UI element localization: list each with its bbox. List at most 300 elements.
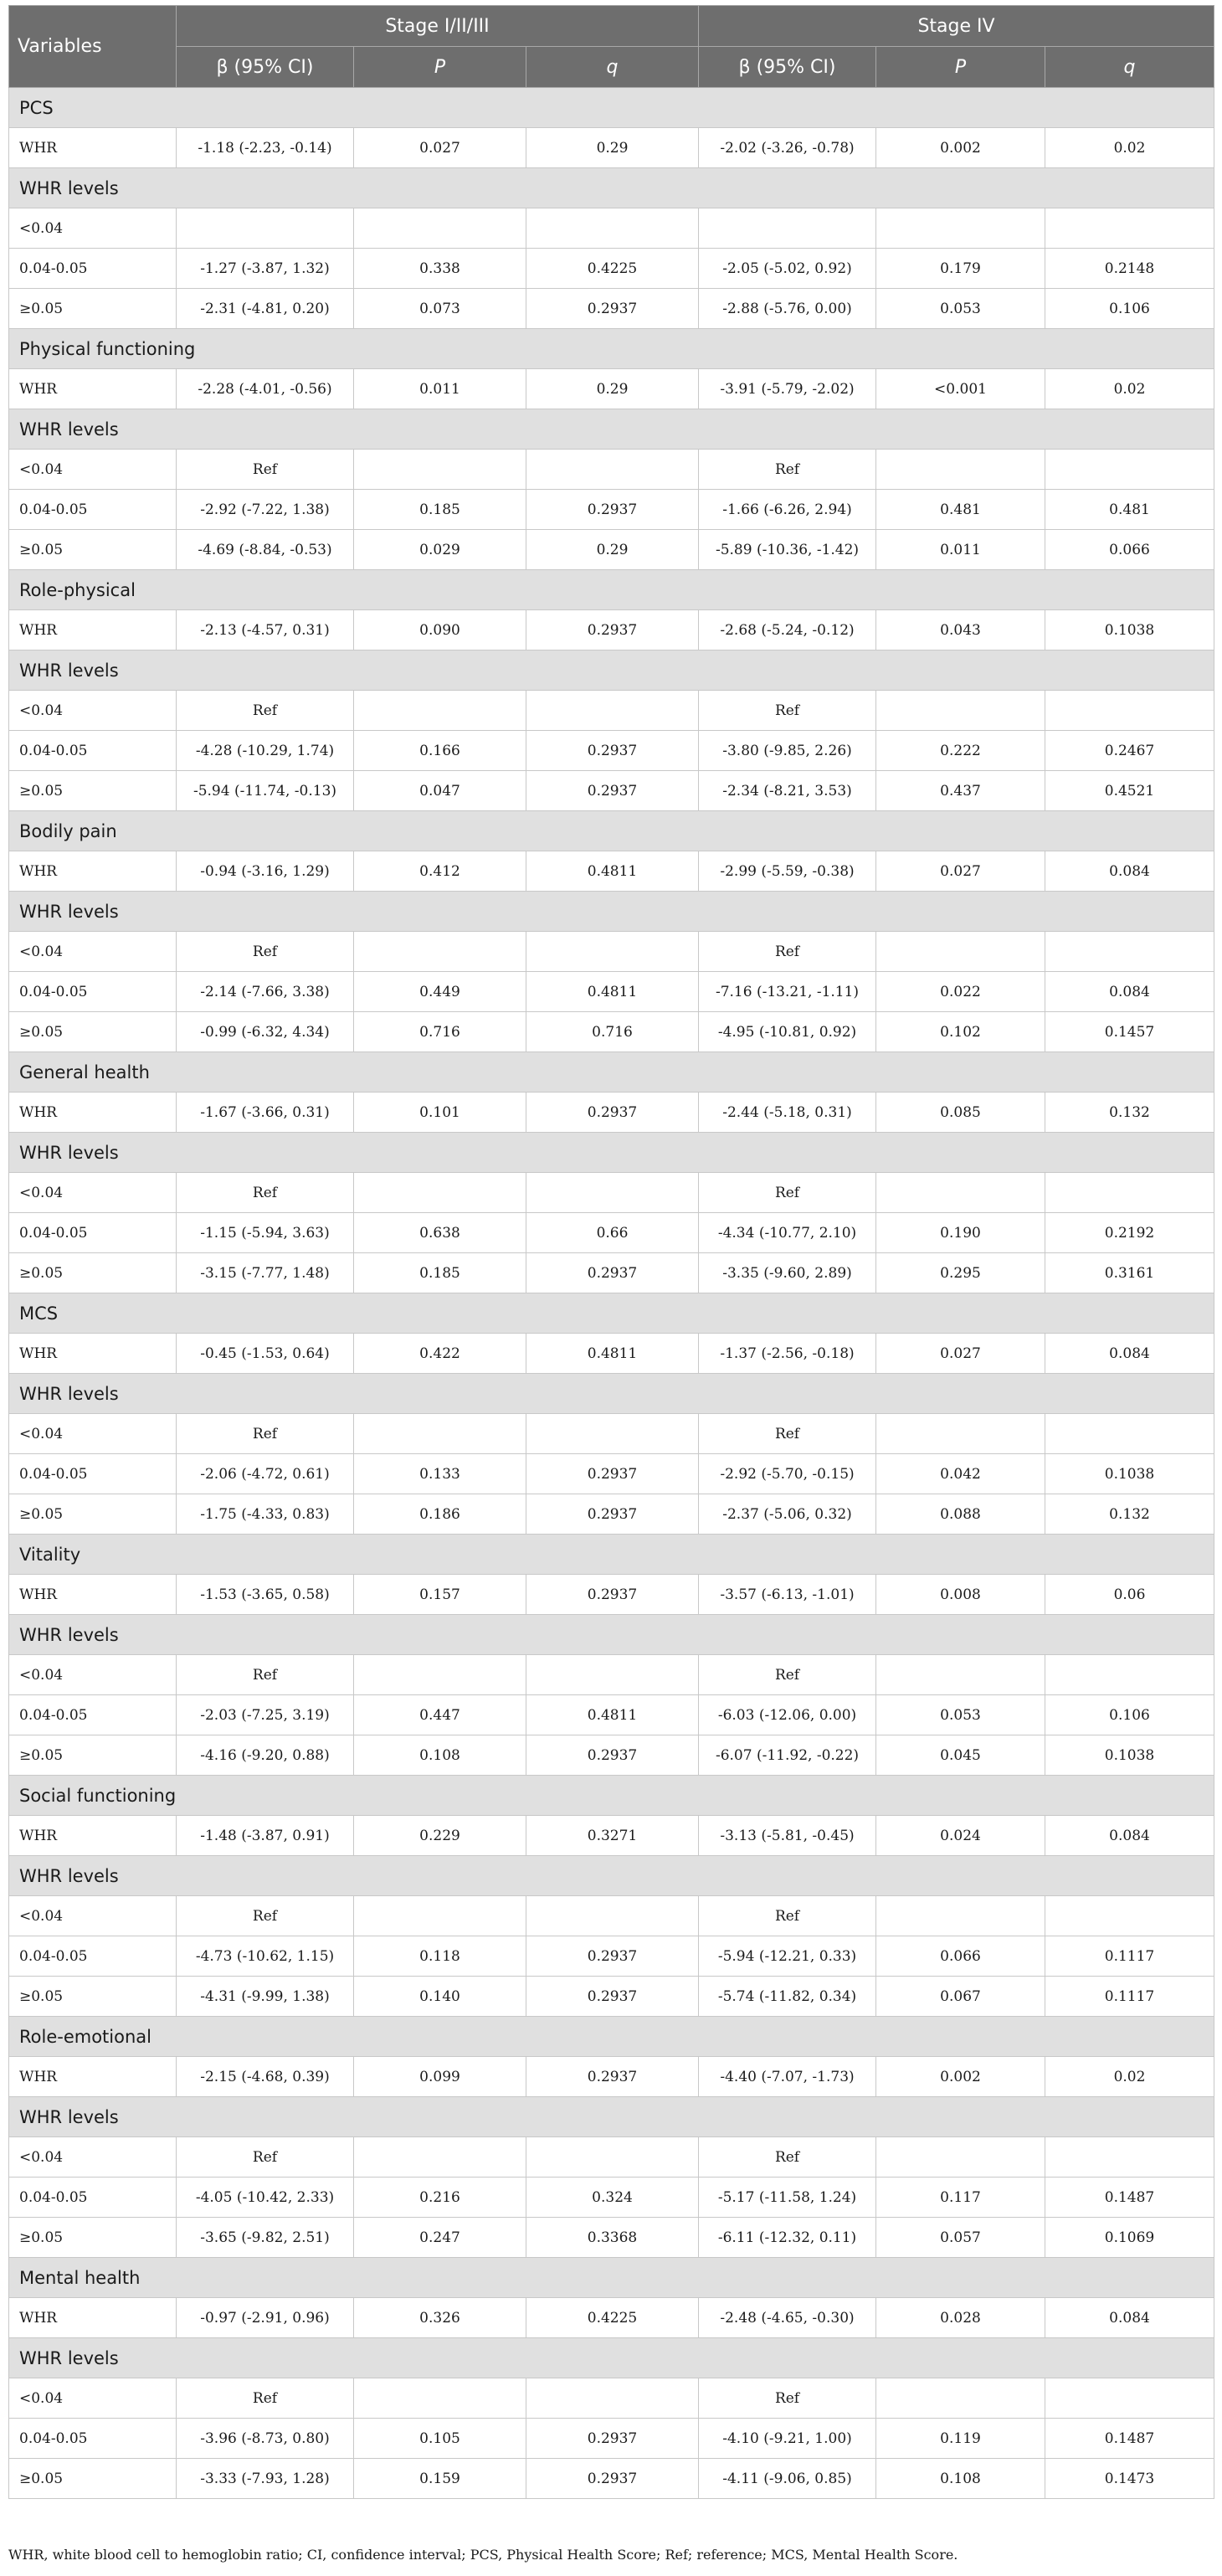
section-row: [9, 1535, 1214, 1575]
table-cell: -4.05 (-10.42, 2.33): [177, 2178, 354, 2218]
table-cell: -1.67 (-3.66, 0.31): [177, 1093, 354, 1133]
table-cell: -5.94 (-12.21, 0.33): [699, 1936, 876, 1977]
section-label: WHR levels: [9, 1374, 1214, 1414]
table-cell: 0.029: [354, 530, 526, 570]
section-label: WHR levels: [9, 1856, 1214, 1896]
table-cell: 0.066: [1045, 530, 1214, 570]
table-cell: 0.053: [876, 1695, 1045, 1735]
table-cell: -4.16 (-9.20, 0.88): [177, 1735, 354, 1776]
table-cell: 0.2937: [526, 771, 699, 811]
row-label: WHR: [9, 1093, 177, 1133]
table-cell: 0.090: [354, 610, 526, 650]
table-cell: -6.11 (-12.32, 0.11): [699, 2218, 876, 2258]
table-cell: 0.3271: [526, 1816, 699, 1856]
table-cell: 0.073: [354, 289, 526, 329]
row-label: 0.04-0.05: [9, 731, 177, 771]
section-row: [9, 1374, 1214, 1414]
table-row: [9, 2137, 1214, 2178]
table-cell: Ref: [699, 2378, 876, 2419]
table-cell: [526, 1655, 699, 1695]
table-cell: 0.133: [354, 1454, 526, 1494]
table-cell: [876, 2137, 1045, 2178]
section-label: Social functioning: [9, 1776, 1214, 1816]
table-cell: 0.3161: [1045, 1253, 1214, 1293]
table-cell: [526, 691, 699, 731]
table-cell: 0.2937: [526, 289, 699, 329]
table-cell: Ref: [699, 1173, 876, 1213]
table-cell: -2.48 (-4.65, -0.30): [699, 2298, 876, 2338]
table-cell: -2.99 (-5.59, -0.38): [699, 851, 876, 892]
table-row: [9, 1494, 1214, 1535]
table-cell: -3.35 (-9.60, 2.89): [699, 1253, 876, 1293]
table-cell: Ref: [177, 691, 354, 731]
table-cell: -4.28 (-10.29, 1.74): [177, 731, 354, 771]
section-label: Role-emotional: [9, 2017, 1214, 2057]
table-cell: -0.99 (-6.32, 4.34): [177, 1012, 354, 1052]
row-label: ≥0.05: [9, 1494, 177, 1535]
table-cell: 0.008: [876, 1575, 1045, 1615]
table-cell: 0.132: [1045, 1494, 1214, 1535]
row-label: ≥0.05: [9, 1977, 177, 2017]
table-cell: 0.027: [876, 851, 1045, 892]
table-row: [9, 1977, 1214, 2017]
section-label: General health: [9, 1052, 1214, 1093]
table-cell: [876, 208, 1045, 249]
table-cell: 0.338: [354, 249, 526, 289]
section-label: PCS: [9, 88, 1214, 128]
table-cell: 0.101: [354, 1093, 526, 1133]
table-row: [9, 289, 1214, 329]
table-row: [9, 1655, 1214, 1695]
table-cell: 0.042: [876, 1454, 1045, 1494]
row-label: 0.04-0.05: [9, 249, 177, 289]
table-cell: [354, 1896, 526, 1936]
table-cell: 0.099: [354, 2057, 526, 2097]
row-label: WHR: [9, 1816, 177, 1856]
table-cell: 0.084: [1045, 1334, 1214, 1374]
section-row: [9, 1856, 1214, 1896]
table-cell: 0.29: [526, 369, 699, 409]
table-cell: Ref: [699, 1896, 876, 1936]
table-cell: 0.132: [1045, 1093, 1214, 1133]
section-row: [9, 2258, 1214, 2298]
table-cell: 0.222: [876, 731, 1045, 771]
table-row: [9, 1454, 1214, 1494]
table-cell: -6.07 (-11.92, -0.22): [699, 1735, 876, 1776]
table-cell: -5.74 (-11.82, 0.34): [699, 1977, 876, 2017]
table-row: [9, 610, 1214, 650]
table-cell: 0.1487: [1045, 2419, 1214, 2459]
section-row: [9, 1293, 1214, 1334]
section-row: [9, 409, 1214, 450]
table-cell: Ref: [177, 2137, 354, 2178]
table-cell: 0.1069: [1045, 2218, 1214, 2258]
table-cell: Ref: [177, 450, 354, 490]
table-cell: 0.4811: [526, 972, 699, 1012]
table-cell: 0.1038: [1045, 1735, 1214, 1776]
table-cell: 0.028: [876, 2298, 1045, 2338]
table-cell: [177, 208, 354, 249]
table-cell: -6.03 (-12.06, 0.00): [699, 1695, 876, 1735]
table-row: [9, 1414, 1214, 1454]
table-cell: 0.011: [876, 530, 1045, 570]
table-cell: [354, 450, 526, 490]
table-cell: -3.96 (-8.73, 0.80): [177, 2419, 354, 2459]
table-cell: [526, 450, 699, 490]
table-cell: [526, 2137, 699, 2178]
table-cell: [876, 1173, 1045, 1213]
header-q-2: q: [1045, 47, 1214, 88]
table-cell: 0.106: [1045, 1695, 1214, 1735]
table-cell: -4.10 (-9.21, 1.00): [699, 2419, 876, 2459]
section-row: [9, 1133, 1214, 1173]
table-cell: -4.95 (-10.81, 0.92): [699, 1012, 876, 1052]
table-row: [9, 128, 1214, 168]
table-cell: 0.047: [354, 771, 526, 811]
table-cell: 0.481: [1045, 490, 1214, 530]
table-cell: 0.045: [876, 1735, 1045, 1776]
row-label: ≥0.05: [9, 2218, 177, 2258]
table-cell: [354, 208, 526, 249]
table-cell: -5.17 (-11.58, 1.24): [699, 2178, 876, 2218]
row-label: WHR: [9, 610, 177, 650]
table-cell: 0.084: [1045, 1816, 1214, 1856]
table-cell: [876, 1896, 1045, 1936]
table-cell: 0.024: [876, 1816, 1045, 1856]
table-cell: 0.638: [354, 1213, 526, 1253]
table-row: [9, 771, 1214, 811]
table-cell: 0.088: [876, 1494, 1045, 1535]
row-label: <0.04: [9, 691, 177, 731]
header-stage-iv: Stage IV: [699, 6, 1214, 47]
row-label: WHR: [9, 369, 177, 409]
table-row: [9, 1936, 1214, 1977]
table-row: [9, 208, 1214, 249]
table-cell: [1045, 1655, 1214, 1695]
table-cell: [876, 450, 1045, 490]
table-row: [9, 1093, 1214, 1133]
table-cell: 0.2937: [526, 1454, 699, 1494]
table-row: [9, 1213, 1214, 1253]
table-cell: Ref: [177, 1655, 354, 1695]
table-cell: 0.3368: [526, 2218, 699, 2258]
row-label: WHR: [9, 2298, 177, 2338]
table-cell: 0.185: [354, 490, 526, 530]
table-cell: 0.66: [526, 1213, 699, 1253]
table-cell: -4.11 (-9.06, 0.85): [699, 2459, 876, 2499]
row-label: 0.04-0.05: [9, 1213, 177, 1253]
table-cell: 0.2937: [526, 1253, 699, 1293]
table-cell: 0.716: [526, 1012, 699, 1052]
table-cell: 0.247: [354, 2218, 526, 2258]
row-label: ≥0.05: [9, 1012, 177, 1052]
table-row: [9, 1735, 1214, 1776]
table-cell: 0.4225: [526, 2298, 699, 2338]
table-cell: 0.326: [354, 2298, 526, 2338]
table-row: [9, 1575, 1214, 1615]
results-table: [8, 5, 1214, 2499]
table-cell: [354, 1414, 526, 1454]
section-row: [9, 1776, 1214, 1816]
header-beta-1: β (95% CI): [177, 47, 354, 88]
table-cell: 0.2937: [526, 1936, 699, 1977]
table-cell: -1.18 (-2.23, -0.14): [177, 128, 354, 168]
table-cell: -0.94 (-3.16, 1.29): [177, 851, 354, 892]
table-cell: -5.89 (-10.36, -1.42): [699, 530, 876, 570]
section-row: [9, 2097, 1214, 2137]
table-cell: Ref: [699, 691, 876, 731]
row-label: 0.04-0.05: [9, 490, 177, 530]
table-cell: -2.03 (-7.25, 3.19): [177, 1695, 354, 1735]
table-row: [9, 1695, 1214, 1735]
table-cell: -4.34 (-10.77, 2.10): [699, 1213, 876, 1253]
table-cell: 0.4811: [526, 851, 699, 892]
table-cell: [1045, 208, 1214, 249]
section-label: Bodily pain: [9, 811, 1214, 851]
table-cell: 0.4225: [526, 249, 699, 289]
table-row: [9, 1334, 1214, 1374]
row-label: <0.04: [9, 1414, 177, 1454]
table-cell: 0.190: [876, 1213, 1045, 1253]
table-cell: -1.66 (-6.26, 2.94): [699, 490, 876, 530]
table-cell: 0.1473: [1045, 2459, 1214, 2499]
table-cell: [354, 691, 526, 731]
row-label: WHR: [9, 1334, 177, 1374]
table-cell: -3.33 (-7.93, 1.28): [177, 2459, 354, 2499]
table-cell: -3.80 (-9.85, 2.26): [699, 731, 876, 771]
table-cell: [876, 2378, 1045, 2419]
table-footnote: WHR, white blood cell to hemoglobin ratio; CI, confidence interval; PCS, Physical Health Score; Ref; reference; MCS, Mental Health Score.: [8, 2547, 958, 2563]
section-label: Vitality: [9, 1535, 1214, 1575]
table-cell: -2.88 (-5.76, 0.00): [699, 289, 876, 329]
table-cell: -4.73 (-10.62, 1.15): [177, 1936, 354, 1977]
table-cell: -2.92 (-5.70, -0.15): [699, 1454, 876, 1494]
table-cell: [526, 932, 699, 972]
table-cell: 0.084: [1045, 851, 1214, 892]
row-label: <0.04: [9, 1896, 177, 1936]
table-cell: [526, 1896, 699, 1936]
table-cell: 0.011: [354, 369, 526, 409]
table-cell: 0.2937: [526, 610, 699, 650]
table-cell: 0.229: [354, 1816, 526, 1856]
section-row: [9, 329, 1214, 369]
section-label: WHR levels: [9, 168, 1214, 208]
table-cell: 0.179: [876, 249, 1045, 289]
table-cell: [1045, 2137, 1214, 2178]
table-row: [9, 1253, 1214, 1293]
table-cell: -2.31 (-4.81, 0.20): [177, 289, 354, 329]
table-cell: [526, 208, 699, 249]
table-cell: 0.437: [876, 771, 1045, 811]
table-cell: 0.481: [876, 490, 1045, 530]
header-p-1: P: [354, 47, 526, 88]
table-row: [9, 2459, 1214, 2499]
table-cell: 0.118: [354, 1936, 526, 1977]
table-cell: -2.02 (-3.26, -0.78): [699, 128, 876, 168]
table-cell: [1045, 932, 1214, 972]
table-cell: [1045, 1173, 1214, 1213]
section-row: [9, 570, 1214, 610]
table-row: [9, 450, 1214, 490]
row-label: ≥0.05: [9, 1735, 177, 1776]
table-row: [9, 2419, 1214, 2459]
section-row: [9, 88, 1214, 128]
table-cell: 0.043: [876, 610, 1045, 650]
table-cell: 0.4811: [526, 1695, 699, 1735]
table-cell: -4.31 (-9.99, 1.38): [177, 1977, 354, 2017]
table-cell: 0.2937: [526, 1735, 699, 1776]
table-cell: 0.2937: [526, 1575, 699, 1615]
section-row: [9, 650, 1214, 691]
table-cell: 0.216: [354, 2178, 526, 2218]
table-cell: -2.14 (-7.66, 3.38): [177, 972, 354, 1012]
table-cell: 0.324: [526, 2178, 699, 2218]
row-label: <0.04: [9, 932, 177, 972]
table-header: [9, 6, 1214, 88]
table-row: [9, 369, 1214, 409]
table-cell: 0.117: [876, 2178, 1045, 2218]
section-label: Physical functioning: [9, 329, 1214, 369]
row-label: 0.04-0.05: [9, 2419, 177, 2459]
table-cell: 0.084: [1045, 2298, 1214, 2338]
header-variables: Variables: [9, 6, 177, 88]
table-cell: 0.1457: [1045, 1012, 1214, 1052]
table-cell: [699, 208, 876, 249]
section-label: Mental health: [9, 2258, 1214, 2298]
table-cell: -3.13 (-5.81, -0.45): [699, 1816, 876, 1856]
table-cell: 0.2937: [526, 2459, 699, 2499]
table-cell: [1045, 691, 1214, 731]
table-cell: -1.37 (-2.56, -0.18): [699, 1334, 876, 1374]
table-cell: -3.57 (-6.13, -1.01): [699, 1575, 876, 1615]
table-cell: 0.716: [354, 1012, 526, 1052]
table-cell: -2.15 (-4.68, 0.39): [177, 2057, 354, 2097]
table-cell: -4.69 (-8.84, -0.53): [177, 530, 354, 570]
table-cell: [354, 1173, 526, 1213]
table-cell: Ref: [699, 2137, 876, 2178]
table-cell: [876, 691, 1045, 731]
table-cell: [876, 1655, 1045, 1695]
table-cell: -3.91 (-5.79, -2.02): [699, 369, 876, 409]
table-row: [9, 2218, 1214, 2258]
table-cell: 0.2937: [526, 2419, 699, 2459]
table-cell: 0.1487: [1045, 2178, 1214, 2218]
table-cell: 0.295: [876, 1253, 1045, 1293]
row-label: WHR: [9, 2057, 177, 2097]
row-label: <0.04: [9, 1655, 177, 1695]
table-cell: -3.65 (-9.82, 2.51): [177, 2218, 354, 2258]
row-label: 0.04-0.05: [9, 1936, 177, 1977]
table-cell: -4.40 (-7.07, -1.73): [699, 2057, 876, 2097]
table-cell: 0.2937: [526, 1977, 699, 2017]
row-label: <0.04: [9, 450, 177, 490]
table-cell: 0.449: [354, 972, 526, 1012]
table-cell: 0.412: [354, 851, 526, 892]
table-row: [9, 1816, 1214, 1856]
table-cell: -3.15 (-7.77, 1.48): [177, 1253, 354, 1293]
row-label: 0.04-0.05: [9, 1454, 177, 1494]
table-cell: 0.1038: [1045, 610, 1214, 650]
table-cell: -2.06 (-4.72, 0.61): [177, 1454, 354, 1494]
table-cell: 0.29: [526, 128, 699, 168]
table-cell: 0.166: [354, 731, 526, 771]
section-label: Role-physical: [9, 570, 1214, 610]
section-label: WHR levels: [9, 1133, 1214, 1173]
table-row: [9, 1173, 1214, 1213]
section-label: WHR levels: [9, 2097, 1214, 2137]
table-cell: [876, 1414, 1045, 1454]
table-cell: 0.2192: [1045, 1213, 1214, 1253]
table-cell: 0.157: [354, 1575, 526, 1615]
row-label: <0.04: [9, 2378, 177, 2419]
table-cell: -2.44 (-5.18, 0.31): [699, 1093, 876, 1133]
table-row: [9, 2378, 1214, 2419]
row-label: ≥0.05: [9, 1253, 177, 1293]
table-row: [9, 851, 1214, 892]
table-row: [9, 530, 1214, 570]
table-cell: 0.2937: [526, 731, 699, 771]
table-cell: 0.027: [876, 1334, 1045, 1374]
table-cell: -2.92 (-7.22, 1.38): [177, 490, 354, 530]
row-label: <0.04: [9, 1173, 177, 1213]
table-cell: 0.159: [354, 2459, 526, 2499]
section-row: [9, 2017, 1214, 2057]
row-label: ≥0.05: [9, 289, 177, 329]
table-row: [9, 1012, 1214, 1052]
row-label: ≥0.05: [9, 2459, 177, 2499]
table-cell: -2.34 (-8.21, 3.53): [699, 771, 876, 811]
row-label: ≥0.05: [9, 530, 177, 570]
section-label: WHR levels: [9, 2338, 1214, 2378]
table-cell: 0.1117: [1045, 1936, 1214, 1977]
row-label: <0.04: [9, 2137, 177, 2178]
table-cell: [526, 1173, 699, 1213]
section-row: [9, 892, 1214, 932]
table-cell: [526, 2378, 699, 2419]
section-row: [9, 1052, 1214, 1093]
section-label: MCS: [9, 1293, 1214, 1334]
table-cell: [354, 2378, 526, 2419]
table-cell: [354, 932, 526, 972]
table-cell: 0.1117: [1045, 1977, 1214, 2017]
table-cell: Ref: [699, 1414, 876, 1454]
table-cell: 0.4521: [1045, 771, 1214, 811]
section-label: WHR levels: [9, 892, 1214, 932]
table-cell: Ref: [177, 932, 354, 972]
row-label: WHR: [9, 1575, 177, 1615]
table-row: [9, 691, 1214, 731]
table-cell: 0.002: [876, 128, 1045, 168]
table-cell: 0.185: [354, 1253, 526, 1293]
header-beta-2: β (95% CI): [699, 47, 876, 88]
row-label: <0.04: [9, 208, 177, 249]
table-cell: 0.085: [876, 1093, 1045, 1133]
table-cell: 0.2937: [526, 1494, 699, 1535]
table-cell: -1.27 (-3.87, 1.32): [177, 249, 354, 289]
table-row: [9, 2298, 1214, 2338]
table-cell: 0.2937: [526, 2057, 699, 2097]
table-cell: 0.067: [876, 1977, 1045, 2017]
table-cell: [876, 932, 1045, 972]
table-cell: -5.94 (-11.74, -0.13): [177, 771, 354, 811]
table-cell: [1045, 1896, 1214, 1936]
table-cell: 0.027: [354, 128, 526, 168]
table-cell: 0.186: [354, 1494, 526, 1535]
table-cell: 0.105: [354, 2419, 526, 2459]
table-row: [9, 972, 1214, 1012]
table-cell: Ref: [699, 450, 876, 490]
section-row: [9, 168, 1214, 208]
